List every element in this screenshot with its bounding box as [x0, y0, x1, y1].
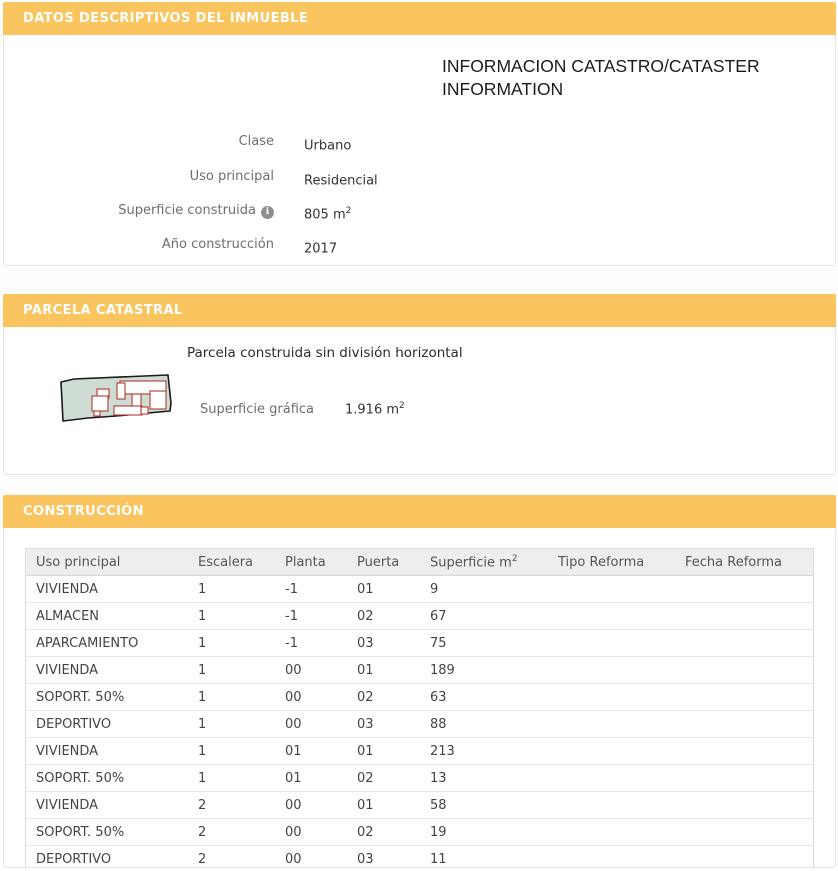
table-cell [548, 792, 675, 819]
table-cell: 01 [347, 576, 420, 603]
field-label: Año construcción [161, 237, 274, 253]
table-cell: 75 [420, 630, 548, 657]
table-cell: 63 [420, 684, 548, 711]
table-cell: SOPORT. 50% [26, 684, 189, 711]
column-header: Escalera [188, 549, 275, 576]
table-row [26, 630, 814, 657]
column-header: Fecha Reforma [675, 549, 814, 576]
section-title: DATOS DESCRIPTIVOS DEL INMUEBLE [23, 11, 309, 26]
table-cell: 01 [347, 657, 420, 684]
table-cell: -1 [275, 630, 347, 657]
section-body-descriptive [3, 35, 836, 266]
table-cell: 01 [347, 738, 420, 765]
section-title: CONSTRUCCIÓN [23, 504, 144, 519]
parcel-map-image[interactable] [54, 373, 174, 425]
field-value: Urbano [304, 138, 352, 154]
table-cell [548, 738, 675, 765]
table-cell [548, 630, 675, 657]
table-cell [675, 603, 814, 630]
table-cell: 01 [347, 792, 420, 819]
table-cell: 19 [420, 819, 548, 846]
table-cell: SOPORT. 50% [26, 765, 189, 792]
table-cell: -1 [275, 576, 347, 603]
table-cell: VIVIENDA [26, 657, 189, 684]
table-cell [548, 657, 675, 684]
table-cell: SOPORT. 50% [26, 819, 189, 846]
column-header: Puerta [347, 549, 420, 576]
table-cell [548, 846, 675, 868]
field-row-uso-principal [4, 168, 835, 190]
table-row [26, 576, 814, 603]
table-cell [548, 684, 675, 711]
table-cell: 02 [347, 765, 420, 792]
table-cell: 01 [275, 738, 347, 765]
superscript: 2 [399, 400, 405, 411]
table-cell: 02 [347, 819, 420, 846]
table-cell: DEPORTIVO [26, 711, 189, 738]
table-row [26, 792, 814, 819]
table-cell [548, 576, 675, 603]
field-label: Clase [238, 134, 274, 150]
table-cell: 00 [275, 711, 347, 738]
table-cell: 1 [188, 738, 275, 765]
table-cell: 2 [188, 819, 275, 846]
table-row [26, 657, 814, 684]
field-value: 805 $m^2$ [304, 205, 352, 223]
table-cell [548, 765, 675, 792]
table-row [26, 765, 814, 792]
table-cell: 1 [188, 765, 275, 792]
table-cell: 1 [188, 603, 275, 630]
table-cell: VIVIENDA [26, 792, 189, 819]
table-cell [675, 792, 814, 819]
table-cell [548, 711, 675, 738]
table-cell: DEPORTIVO [26, 846, 189, 868]
table-cell: 189 [420, 657, 548, 684]
column-header: Uso principal [26, 549, 189, 576]
table-cell: 58 [420, 792, 548, 819]
section-body-construction [3, 528, 836, 868]
field-list [4, 133, 835, 258]
table-cell: 1 [188, 684, 275, 711]
superscript: 2 [511, 554, 518, 564]
table-cell: 88 [420, 711, 548, 738]
section-construction [3, 495, 836, 868]
construction-table [25, 548, 814, 868]
table-cell [675, 711, 814, 738]
table-cell: 213 [420, 738, 548, 765]
table-row [26, 738, 814, 765]
construction-table-body [26, 576, 814, 868]
table-cell [675, 819, 814, 846]
table-cell: 1 [188, 576, 275, 603]
table-cell: 00 [275, 819, 347, 846]
table-cell: 67 [420, 603, 548, 630]
section-title: PARCELA CATASTRAL [23, 303, 183, 318]
table-cell: 1 [188, 657, 275, 684]
table-cell [675, 630, 814, 657]
table-cell [675, 576, 814, 603]
table-cell [548, 603, 675, 630]
parcel-row [54, 373, 835, 425]
superscript: 2 [345, 205, 352, 216]
column-header: Tipo Reforma [548, 549, 675, 576]
parcel-field-label: Superficie gráfica [199, 402, 314, 417]
table-row [26, 846, 814, 868]
table-cell: VIVIENDA [26, 576, 189, 603]
section-descriptive [3, 2, 836, 266]
table-row [26, 819, 814, 846]
table-cell: 00 [275, 792, 347, 819]
table-cell: 2 [188, 846, 275, 868]
section-body-parcel [3, 327, 836, 475]
field-row-clase [4, 133, 835, 155]
table-cell: 13 [420, 765, 548, 792]
construction-table-header-row [26, 549, 814, 576]
table-cell: ALMACEN [26, 603, 189, 630]
table-cell: 02 [347, 603, 420, 630]
table-cell: 11 [420, 846, 548, 868]
table-cell: 03 [347, 846, 420, 868]
table-cell: -1 [275, 603, 347, 630]
table-cell: APARCAMIENTO [26, 630, 189, 657]
section-parcel [3, 294, 836, 475]
table-row [26, 684, 814, 711]
table-cell [548, 819, 675, 846]
section-title-bar [3, 2, 836, 35]
table-cell: VIVIENDA [26, 738, 189, 765]
table-cell [675, 684, 814, 711]
table-cell: 02 [347, 684, 420, 711]
table-cell: 03 [347, 711, 420, 738]
table-cell: 03 [347, 630, 420, 657]
parcel-field-value: 1.916 $m^2$ [345, 400, 405, 417]
table-cell: 9 [420, 576, 548, 603]
table-cell: 00 [275, 684, 347, 711]
column-header: Superficie $m^2$ [420, 549, 548, 576]
parcel-description: Parcela construida sin división horizontal [187, 345, 463, 361]
field-label: Uso principal [189, 168, 274, 184]
field-label: Superficie construida i [4, 202, 274, 224]
table-cell [675, 657, 814, 684]
table-cell [675, 846, 814, 868]
table-cell: 00 [275, 846, 347, 868]
info-icon[interactable]: i [261, 206, 274, 219]
table-cell [675, 765, 814, 792]
table-cell: 00 [275, 657, 347, 684]
table-cell: 1 [188, 630, 275, 657]
field-row-superficie-construida [4, 202, 835, 224]
table-cell: 1 [188, 711, 275, 738]
field-value: 2017 [304, 241, 338, 257]
field-value: Residencial [304, 172, 378, 188]
column-header: Planta [275, 549, 347, 576]
table-cell: 2 [188, 792, 275, 819]
table-cell: 01 [275, 765, 347, 792]
field-row-ano-construccion [4, 236, 835, 258]
table-row [26, 603, 814, 630]
section-title-bar [3, 294, 836, 327]
table-cell [675, 738, 814, 765]
page-title: INFORMACION CATASTRO/CATASTER INFORMATION [442, 56, 760, 100]
table-row [26, 711, 814, 738]
section-title-bar [3, 495, 836, 528]
